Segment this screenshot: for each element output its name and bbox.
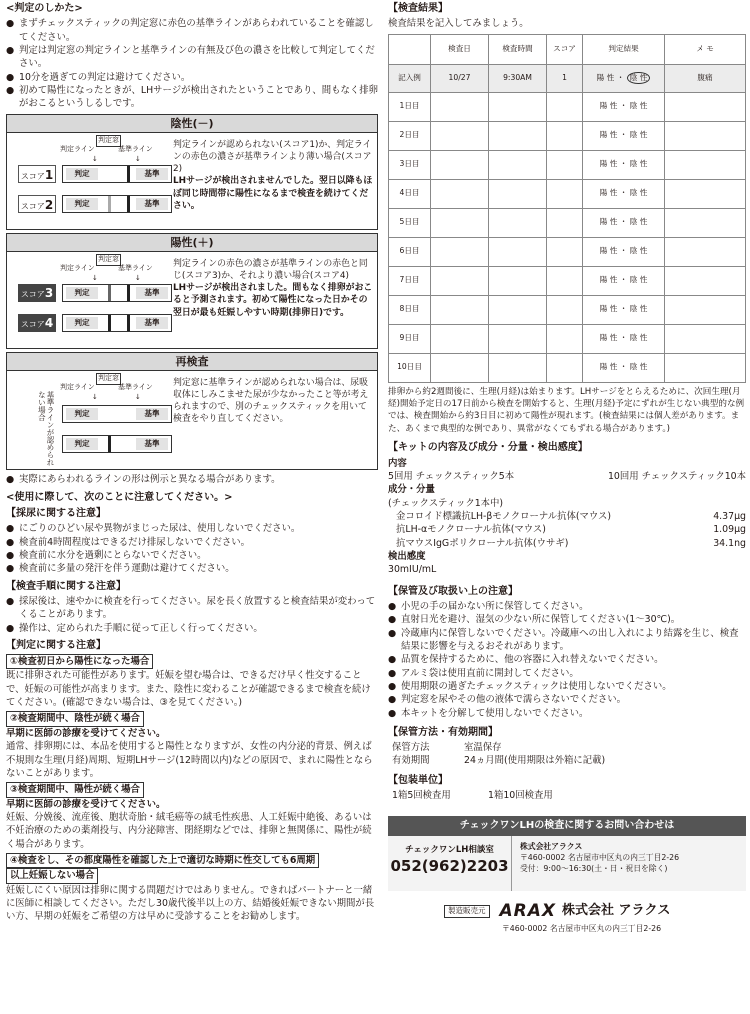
maker-tag: 製造販売元	[444, 905, 490, 918]
bullet-item: ● 採尿後は、速やかに検査を行ってください。尿を長く放置すると検査結果が変わってくることがあります。	[6, 595, 376, 621]
score-cell[interactable]	[547, 92, 583, 121]
bullet-item: ● 検査前に多量の発汗を伴う運動は避けてください。	[6, 563, 235, 575]
kit-comp-row: 金コロイド標識抗LH-βモノクローナル抗体(マウス) 4.37μg	[396, 510, 746, 522]
bullet-icon: ●	[6, 550, 15, 561]
time-cell[interactable]	[489, 92, 547, 121]
result-cell[interactable]: 陽 性 ・ 陰 性	[583, 179, 665, 208]
score-cell[interactable]	[547, 324, 583, 353]
urine-title: 【採尿に関する注意】	[6, 508, 106, 520]
result-cell[interactable]: 陽 性 ・ 陰 性	[583, 150, 665, 179]
date-cell[interactable]	[431, 266, 489, 295]
bullet-item: ● 冷蔵庫内に保管しないでください。冷蔵庫への出し入れにより結露を生じ、検査結果に影響を与えるおそれがあります。	[388, 627, 739, 652]
bullet-item: ● アルミ袋は使用直前に開封してください。	[388, 667, 579, 679]
judgement-case-1-text: 既に排卵された可能性があります。妊娠を望む場合は、できるだけ早く性交することで、妊娠の可能性が高まります。また、陰性に変わることが確認できるまで検査を続けてください。(確認できない場合は、③を見てください。)	[6, 670, 371, 709]
retest-box	[6, 352, 378, 470]
result-cell[interactable]: 陽 性 ・ 陰 性	[583, 237, 665, 266]
expiry-title: 【保管方法・有効期間】	[388, 726, 498, 738]
window-label: 判定窓	[96, 373, 121, 385]
strip-retest-2: 判定 基準	[62, 435, 172, 453]
time-cell[interactable]	[489, 266, 547, 295]
contact-address: 〒460-0002 名古屋市中区丸の内三丁目2-26	[520, 853, 680, 863]
arax-logo: ARAX	[499, 901, 557, 922]
strip-score-2: 判定 基準	[62, 195, 172, 213]
negative-text: 判定ラインが認められない(スコア1)か、判定ラインの赤色の濃さが基準ラインより薄い場合(スコア2) LHサージが検出されませんでした。翌日以降もほぼ同じ時間帯に陽性になるまで検査を続けてください。	[173, 139, 373, 211]
circled-negative: 陰 性	[627, 72, 651, 85]
bullet-icon: ●	[6, 563, 15, 575]
judgement-case-4-title-line2: 以上妊娠しない場合	[6, 868, 98, 883]
bullet-icon: ●	[6, 473, 15, 485]
score-cell[interactable]	[547, 237, 583, 266]
score-cell[interactable]	[547, 295, 583, 324]
positive-diagram	[10, 254, 173, 345]
how-to-judge-title: <判定のしかた>	[6, 3, 83, 14]
memo-cell[interactable]	[665, 295, 746, 324]
contact-box	[388, 836, 746, 891]
table-row: 1日目 陽 性 ・ 陰 性	[389, 92, 746, 121]
bullet-icon: ●	[6, 622, 15, 634]
expiry-row: 有効期間 24ヵ月間(使用期限は外箱に記載)	[392, 755, 606, 767]
bullet-item: ● 検査前4時間程度はできるだけ排尿しないでください。	[6, 536, 250, 548]
package-title: 【包装単位】	[388, 774, 448, 786]
bullet-icon: ●	[6, 18, 15, 30]
bullet-item: ● 操作は、定められた手順に従って正しく行ってください。	[6, 622, 263, 634]
score-cell[interactable]	[547, 179, 583, 208]
window-label: 判定窓	[96, 135, 121, 147]
result-cell[interactable]: 陽 性 ・ 陰 性	[583, 353, 665, 382]
bullet-item: ● 品質を保持するために、他の容器に入れ替えないでください。	[388, 654, 664, 666]
judgement-case-2-bold: 早期に医師の診療を受けてください。	[6, 727, 166, 739]
date-cell[interactable]	[431, 324, 489, 353]
arrow-down-icon: ↓	[92, 392, 98, 401]
bullet-icon: ●	[6, 523, 15, 535]
expiry-row: 保管方法 室温保存	[392, 742, 502, 754]
storage-title: 【保管及び取扱い上の注意】	[388, 585, 518, 597]
kit-content-row: 5回用 チェックスティック5本 10回用 チェックスティック10本	[388, 470, 746, 482]
retest-side-label: 基準ラインが認められない場合	[37, 390, 55, 466]
bullet-item: ● 初めて陽性になったときが、LHサージが検出されたということであり、間もなく排卵がおこるというしるしです。	[6, 84, 378, 110]
maker-row	[388, 899, 746, 923]
bullet-icon: ●	[6, 44, 15, 56]
bullet-icon: ●	[388, 667, 397, 679]
bullet-icon: ●	[388, 694, 397, 706]
result-cell[interactable]: 陽 性 ・ 陰 性	[583, 92, 665, 121]
time-cell[interactable]	[489, 179, 547, 208]
bullet-item: ● まずチェックスティックの判定窓に赤色の基準ラインがあらわれていることを確認してください。	[6, 18, 374, 43]
time-cell[interactable]	[489, 324, 547, 353]
judgement-case-4-title: ④検査をし、その都度陽性を確認した上で適切な時期に性交しても6周期	[6, 853, 319, 868]
note-line: ● 実際にあらわれるラインの形は例示と異なる場合があります。	[6, 473, 281, 485]
contact-banner: チェックワンLHの検査に関するお問い合わせは	[388, 816, 746, 836]
table-row: 3日目 陽 性 ・ 陰 性	[389, 150, 746, 179]
memo-cell[interactable]	[665, 179, 746, 208]
date-cell[interactable]	[431, 208, 489, 237]
score-cell[interactable]	[547, 150, 583, 179]
memo-cell[interactable]	[665, 353, 746, 382]
right-column	[388, 0, 746, 935]
bullet-icon: ●	[6, 595, 15, 607]
bullet-icon: ●	[6, 536, 15, 548]
judgement-case-3-title: ③検査期間中、陽性が続く場合	[6, 782, 144, 797]
date-cell[interactable]	[431, 179, 489, 208]
table-header-row: 検査日 検査時間 スコア 判定結果 メ モ	[389, 34, 746, 64]
base-line-label: 基準ライン	[118, 144, 153, 153]
time-cell[interactable]	[489, 295, 547, 324]
bullet-item: ● 検査前に水分を過剰にとらないでください。	[6, 550, 207, 561]
judgement-case-3-bold: 早期に医師の診療を受けてください。	[6, 798, 166, 810]
table-row: 8日目 陽 性 ・ 陰 性	[389, 295, 746, 324]
negative-diagram	[10, 135, 173, 226]
result-cell[interactable]: 陽 性 ・ 陰 性	[583, 266, 665, 295]
score-cell[interactable]	[547, 208, 583, 237]
table-row: 2日目 陽 性 ・ 陰 性	[389, 121, 746, 150]
table-row: 6日目 陽 性 ・ 陰 性	[389, 237, 746, 266]
arrow-down-icon: ↓	[135, 392, 141, 401]
kit-comp-title: 成分・分量	[388, 484, 435, 496]
left-column	[6, 0, 378, 924]
maker-address: 〒460-0002 名古屋市中区丸の内三丁目2-26	[502, 924, 662, 934]
bullet-icon: ●	[388, 627, 397, 639]
time-cell[interactable]	[489, 208, 547, 237]
retest-diagram	[10, 373, 173, 466]
positive-box	[6, 233, 378, 349]
contact-desk: チェックワンLH相談室	[405, 845, 494, 856]
negative-title: 陰性(－)	[7, 115, 377, 133]
bullet-icon: ●	[388, 614, 397, 626]
time-cell[interactable]	[489, 150, 547, 179]
judge-line-label: 判定ライン	[60, 382, 95, 391]
result-cell[interactable]: 陽 性 ・ 陰 性	[583, 121, 665, 150]
bullet-item: ● にごりのひどい尿や異物がまじった尿は、使用しないでください。	[6, 523, 301, 535]
table-row-example: 記入例 10/27 9:30AM 1 陽 性 ・ 陰 性 腹痛	[389, 64, 746, 92]
memo-cell[interactable]	[665, 121, 746, 150]
base-line-label: 基準ライン	[118, 382, 153, 391]
arrow-down-icon: ↓	[135, 273, 141, 282]
kit-sens-title: 検出感度	[388, 550, 426, 562]
date-cell[interactable]	[431, 295, 489, 324]
kit-content-title: 内容	[388, 457, 407, 469]
score-cell[interactable]	[547, 266, 583, 295]
score-cell[interactable]	[547, 353, 583, 382]
kit-sens-value: 30mIU/mL	[388, 564, 437, 576]
bullet-icon: ●	[6, 84, 15, 96]
time-cell[interactable]	[489, 237, 547, 266]
memo-cell[interactable]	[665, 266, 746, 295]
score-3-label: スコア3	[18, 284, 56, 302]
memo-cell[interactable]	[665, 208, 746, 237]
result-cell[interactable]: 陽 性 ・ 陰 性	[583, 208, 665, 237]
arrow-down-icon: ↓	[135, 154, 141, 163]
judgement-case-2-text: 通常、排卵期には、本品を使用すると陽性となりますが、女性の内分泌的背景、例えば不規則な生理(月経)周期、短期LHサージ(12時間以内)などの原因で、まれに陽性とならないことがあります。	[6, 741, 373, 779]
bullet-icon: ●	[388, 707, 397, 719]
strip-score-3: 判定 基準	[62, 284, 172, 302]
judgement-title: 【判定に関する注意】	[6, 639, 106, 651]
memo-cell[interactable]	[665, 237, 746, 266]
bullet-item: ● 直射日光を避け、湿気の少ない所に保管してください(1～30℃)。	[388, 614, 681, 626]
bullet-item: ● 判定は判定窓の判定ラインと基準ラインの有無及び色の濃さを比較して判定してください。	[6, 44, 375, 70]
date-cell[interactable]	[431, 121, 489, 150]
bullet-item: ● 本キットを分解して使用しないでください。	[388, 707, 589, 719]
kit-comp-row: 抗マウスIgGポリクローナル抗体(ウサギ) 34.1ng	[396, 537, 746, 549]
contact-hours: 受付：9:00～16:30(土・日・祝日を除く)	[520, 864, 668, 874]
table-row: 5日目 陽 性 ・ 陰 性	[389, 208, 746, 237]
date-cell[interactable]	[431, 237, 489, 266]
bullet-icon: ●	[6, 71, 15, 83]
memo-cell[interactable]	[665, 92, 746, 121]
bullet-icon: ●	[388, 600, 397, 612]
window-label: 判定窓	[96, 254, 121, 266]
positive-title: 陽性(＋)	[7, 234, 377, 252]
arrow-down-icon: ↓	[92, 154, 98, 163]
procedure-title: 【検査手順に関する注意】	[6, 580, 126, 592]
memo-cell[interactable]	[665, 324, 746, 353]
bullet-icon: ●	[388, 654, 397, 666]
judgement-case-2-title: ②検査期間中、陰性が続く場合	[6, 711, 144, 726]
time-cell[interactable]	[489, 353, 547, 382]
kit-title: 【キットの内容及び成分・分量・検出感度】	[388, 442, 588, 454]
kit-comp-row: 抗LH-αモノクローナル抗体(マウス) 1.09μg	[396, 524, 746, 536]
date-cell[interactable]	[431, 150, 489, 179]
table-row: 10日目 陽 性 ・ 陰 性	[389, 353, 746, 382]
results-subtitle: 検査結果を記入してみましょう。	[388, 18, 529, 30]
table-row: 9日目 陽 性 ・ 陰 性	[389, 324, 746, 353]
judgement-case-4-text: 妊娠しにくい原因は排卵に関する問題だけではありません。できればパートナーと一緒に医師に相談してください。ただし30歳代後半以上の方、結婚後妊娠できない期間が長い方、早期の妊娠をご希望の方は早めに受診することをお勧めします。	[6, 884, 375, 923]
results-title: 【検査結果】	[388, 3, 448, 14]
negative-box	[6, 114, 378, 230]
time-cell[interactable]	[489, 121, 547, 150]
arrow-down-icon: ↓	[92, 273, 98, 282]
bullet-item: ● 使用期限の過ぎたチェックスティックは使用しないでください。	[388, 680, 672, 692]
date-cell[interactable]	[431, 92, 489, 121]
strip-score-1: 判定 基準	[62, 165, 172, 183]
memo-cell[interactable]	[665, 150, 746, 179]
judgement-case-3-text: 妊娠、分娩後、流産後、胞状奇胎・絨毛癌等の絨毛性疾患、人工妊娠中絶後、あるいは不妊治療のための薬剤投与、内分泌障害、閉経期などでは、排卵と無関係に、陽性が続く場合があります。	[6, 811, 372, 850]
result-cell[interactable]: 陽 性 ・ 陰 性	[583, 324, 665, 353]
base-line-label: 基準ライン	[118, 263, 153, 272]
contact-phone[interactable]: 052(962)2203	[390, 857, 509, 876]
result-cell[interactable]: 陽 性 ・ 陰 性	[583, 295, 665, 324]
judge-line-label: 判定ライン	[60, 144, 95, 153]
date-cell[interactable]	[431, 353, 489, 382]
table-row: 4日目 陽 性 ・ 陰 性	[389, 179, 746, 208]
score-1-label: スコア1	[18, 165, 56, 183]
bullet-item: ● 小児の手の届かない所に保管してください。	[388, 600, 589, 612]
strip-retest-1: 判定 基準	[62, 405, 172, 423]
judgement-case-1-title: ①検査初日から陽性になった場合	[6, 654, 153, 669]
results-note: 排卵から約2週間後に、生理(月経)は始まります。LHサージをとらえるために、次回生理(月経)開始予定日の17日前から検査を開始すると、生理(月経)予定にずれが生じない典型的な例では、検査開始から約3日目に初めて陽性が現れます。(検査結果には個人差があります。また、あくまで典型的な例であり、異常がなくてもずれる場合があります。)	[388, 386, 745, 434]
score-cell[interactable]	[547, 121, 583, 150]
package-row: 1箱5回検査用 1箱10回検査用	[392, 789, 553, 801]
judge-line-label: 判定ライン	[60, 263, 95, 272]
results-table	[388, 34, 746, 383]
retest-title: 再検査	[7, 353, 377, 371]
contact-company: 株式会社アラクス	[520, 842, 583, 852]
score-4-label: スコア4	[18, 314, 56, 332]
positive-text: 判定ラインの赤色の濃さが基準ラインの赤色と同じ(スコア3)か、それより濃い場合(スコア4) LHサージが検出されました。間もなく排卵がおこると予測されます。初めて陽性になった日かその翌日が最も妊娠しやすい時期(排卵日)です。	[173, 258, 373, 318]
usage-title: <使用に際して、次のことに注意してください。>	[6, 491, 233, 503]
kit-comp-sub: (チェックスティック1本中)	[388, 497, 504, 509]
retest-text: 判定窓に基準ラインが認められない場合は、尿吸収体にしみこませた尿が少なかったこと等が考えられますので、別のチェックスティックを用いて検査をやり直してください。	[173, 377, 369, 425]
bullet-icon: ●	[388, 680, 397, 692]
maker-name: 株式会社 アラクス	[562, 903, 671, 919]
table-row: 7日目 陽 性 ・ 陰 性	[389, 266, 746, 295]
bullet-item: ● 判定窓を尿やその他の液体で濡らさないでください。	[388, 694, 627, 706]
bullet-item: ● 10分を過ぎての判定は避けてください。	[6, 71, 191, 83]
score-2-label: スコア2	[18, 195, 56, 213]
strip-score-4: 判定 基準	[62, 314, 172, 332]
